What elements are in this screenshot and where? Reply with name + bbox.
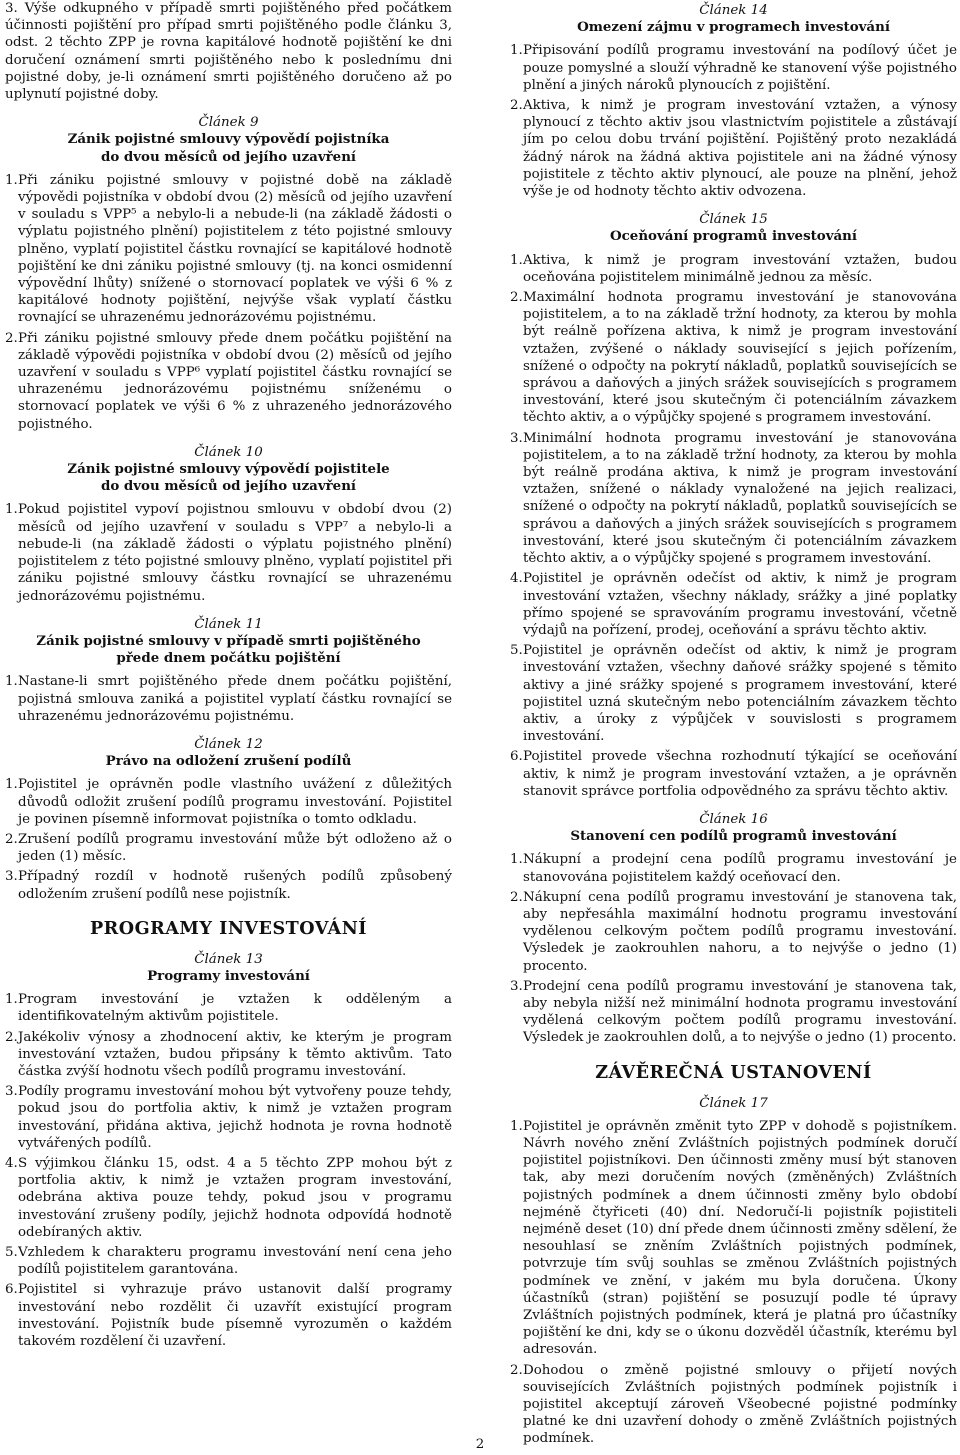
- article-title-line: do dvou měsíců od jejího uzavření: [100, 148, 357, 165]
- right-column: [510, 0, 957, 1451]
- paragraph-number: 5.: [5, 1245, 18, 1260]
- paragraph-text: Nastane-li smrt pojištěného přede dnem počátku pojištění, pojistná smlouva zaniká a pojistitel vyplatí částku rovnající se uhrazenému jednorázovému pojistnému.: [18, 674, 452, 724]
- paragraph-text: Minimální hodnota programu investování je stanovována pojistitelem, a to na základě tržní hodnoty, za kterou by mohla být reálně prodána aktiva, k nimž je program investování vztažen, snížené o náklady vynaložené na jejich realizaci, snížené o odpočty na pokrytí nákladů, poplatků souvisejících se správou a daňových a jiných srážek souvisejících s programem investování, které jsou skutečným či potenciálním závazkem těchto aktiv, a o výpůjčky spojené s programem investování.: [523, 430, 957, 567]
- article-title-line: Oceňování programů investování: [609, 228, 857, 245]
- paragraph: [5, 868, 452, 902]
- paragraph-number: 2.: [510, 889, 523, 905]
- paragraph-number: 2.: [5, 1029, 18, 1045]
- paragraph: [510, 1362, 957, 1448]
- paragraph-text: Zrušení podílů programu investování může být odloženo až o jeden (1) měsíc.: [18, 831, 452, 865]
- paragraph-text: Pojistitel si vyhrazuje právo ustanovit další programy investování nebo rozdělit či uzavřít existující program investování. Pojistník bude písemně vyrozuměn o každém takovém rozdělení či uzavření.: [18, 1282, 452, 1350]
- paragraph-number: 4.: [5, 1155, 18, 1171]
- paragraph-list: [510, 851, 957, 1046]
- article-title-line: do dvou měsíců od jejího uzavření: [100, 478, 357, 495]
- paragraph: [510, 430, 957, 568]
- article-number: Článek 12: [194, 736, 263, 752]
- paragraph-number: 1.: [510, 1118, 523, 1134]
- paragraph: [5, 1281, 452, 1350]
- paragraph-number: 2.: [510, 98, 523, 114]
- article-number: Článek 15: [699, 212, 768, 228]
- paragraph-text: Pokud pojistitel vypoví pojistnou smlouvu v období dvou (2) měsíců od jejího uzavření v souladu s VPP⁷ a nebylo-li a nebude-li (na základě žádosti o výplatu pojistného plnění) pojistitelem z této pojistné smlouvy plněno, vyplatí pojistitel při zániku pojistné smlouvy částku rovnající se uhrazenému jednorázovému pojistnému.: [18, 502, 452, 604]
- article-number: Článek 14: [699, 3, 768, 18]
- paragraph: [5, 673, 452, 725]
- paragraph: [510, 42, 957, 94]
- article-heading: [5, 616, 452, 668]
- paragraph: [5, 330, 452, 433]
- article-title-line: Omezení zájmu v programech investování: [577, 19, 890, 36]
- paragraph: [510, 889, 957, 975]
- lead-paragraph: 3. Výše odkupného v případě smrti pojištěného před počátkem účinnosti pojištění pro případ smrti pojištěného podle článku 3, odst. 2 těchto ZPP je rovna kapitálové hodnotě pojištění ke dni doručení oznámení smrti pojištěného nebo k poslednímu dni pojistné doby, je-li oznámení smrti pojištěného doručeno až po uplynutí pojistné doby.: [5, 1, 452, 103]
- paragraph: [510, 289, 957, 427]
- paragraph: [5, 501, 452, 604]
- paragraph-number: 1.: [5, 674, 18, 690]
- article-heading: [510, 211, 957, 245]
- article-heading: [5, 114, 452, 166]
- article-title-line: Zánik pojistné smlouvy v případě smrti pojištěného: [36, 632, 421, 649]
- left-column: [5, 0, 452, 1353]
- paragraph-number: 2.: [510, 1362, 523, 1378]
- article-heading: [510, 1095, 957, 1112]
- article-heading: [510, 2, 957, 36]
- article-heading: [5, 736, 452, 770]
- section-heading: ZÁVĚREČNÁ USTANOVENÍ: [595, 1061, 872, 1083]
- paragraph: [510, 851, 957, 885]
- paragraph-number: 1.: [5, 777, 18, 793]
- paragraph-number: 3.: [5, 1084, 18, 1100]
- article-title-line: Programy investování: [147, 967, 310, 984]
- paragraph: [5, 991, 452, 1025]
- article-title-line: Zánik pojistné smlouvy výpovědí pojistníka: [67, 131, 390, 148]
- paragraph-list: [5, 673, 452, 725]
- paragraph: [510, 97, 957, 200]
- paragraph-number: 1.: [510, 252, 523, 268]
- paragraph-number: 3.: [510, 430, 523, 446]
- article-title-line: přede dnem počátku pojištění: [116, 650, 341, 667]
- paragraph-text: Jakékoliv výnosy a zhodnocení aktiv, ke kterým je program investování vztažen, budou připsány k těmto aktivům. Tato částka zvýší hodnotu všech podílů programu investování.: [18, 1029, 452, 1079]
- article-heading: [5, 951, 452, 985]
- paragraph: [5, 831, 452, 865]
- paragraph-text: Dohodou o změně pojistné smlouvy o přijetí nových souvisejících Zvláštních pojistných podmínek pojistník i pojistitel akceptují zároveň Všeobecné pojistné podmínky platné ke dni uzavření dohody o změně Zvláštních pojistných podmínek.: [523, 1362, 957, 1447]
- paragraph-text: Nákupní cena podílů programu investování je stanovena tak, aby nepřesáhla maximální hodnotu programu investování vydělenou celkovým počtem podílů programu investování. Výsledek je zaokrouhlen nahoru, a to nejvýše o jedno (1) procento.: [523, 889, 957, 974]
- paragraph-text: Nákupní a prodejní cena podílů programu investování je stanovována pojistitelem každý oceňovací den.: [523, 852, 957, 885]
- paragraph-text: Maximální hodnota programu investování je stanovována pojistitelem, a to na základě tržní hodnoty, za kterou by mohla být reálně pořízena aktiva, k nimž je program investování vztažen, zvýšené o náklady související s jejich pořízením, snížené o odpočty na pokrytí nákladů, poplatků souvisejících se správou a daňových a jiných srážek souvisejících s programem investování, které jsou skutečným či potenciálním závazkem těchto aktiv, a o výpůjčky spojené s programem investování.: [523, 290, 957, 426]
- article-number: Článek 17: [699, 1095, 768, 1111]
- paragraph: [510, 748, 957, 800]
- paragraph-text: Aktiva, k nimž je program investování vztažen, budou oceňována pojistitelem minimálně jednou za měsíc.: [523, 252, 957, 285]
- paragraph-number: 1.: [5, 502, 18, 518]
- paragraph-number: 2.: [5, 330, 18, 346]
- article-heading: [5, 444, 452, 496]
- left-blocks: [5, 114, 452, 1350]
- paragraph-list: [510, 42, 957, 200]
- page-number: 2: [475, 1437, 485, 1452]
- article-title-line: Zánik pojistné smlouvy výpovědí pojistitele: [67, 461, 390, 478]
- paragraph-text: Prodejní cena podílů programu investování je stanovena tak, aby nebyla nižší než minimální hodnota programu investování vydělená celkovým počtem podílů programu investování. Výsledek je zaokrouhlen dolů, a to nejvýše o jedno (1) procento.: [523, 978, 957, 1046]
- paragraph: [5, 1244, 452, 1278]
- paragraph-number: 1.: [5, 992, 18, 1008]
- paragraph-text: Při zániku pojistné smlouvy přede dnem počátku pojištění na základě výpovědi pojistníka v období dvou (2) měsíců od jejího uzavření v souladu s VPP⁶ vyplatí pojistitel částku rovnající se uhrazenému jednorázovému pojistnému sníženému o stornovací poplatek ve výši 6 % z uhrazeného jednorázového pojistného.: [18, 330, 452, 432]
- paragraph-number: 4.: [510, 571, 523, 587]
- paragraph-list: [5, 501, 452, 604]
- article-number: Článek 10: [194, 444, 263, 460]
- paragraph: [5, 172, 452, 327]
- paragraph-text: Pojistitel provede všechna rozhodnutí týkající se oceňování aktiv, k nimž je program investování vztažen, a je oprávněn stanovit správce portfolia odpovědného za správu těchto aktiv.: [523, 749, 957, 799]
- paragraph-list: [5, 776, 452, 902]
- paragraph-number: 2.: [510, 290, 523, 306]
- paragraph-text: Pojistitel je oprávněn změnit tyto ZPP v dohodě s pojistníkem. Návrh nového znění Zvláštních pojistných podmínek doručí pojistitel pojistníkovi. Den účinnosti změny musí být stanoven tak, aby mezi doručením nových (změněných) Zvláštních pojistných podmínek a dnem účinnosti změny bylo období nejméně čtyřiceti (40) dní. Nedoručí-li pojistník pojistiteli nejméně deset (10) dní přede dnem účinnosti změny sdělení, že nesouhlasí se zněním Zvláštních pojistných podmínek, potvrzuje tím svůj souhlas se změnou Zvláštních pojistných podmínek ve znění, v jakém mu byla doručena. Úkony účastníků (stran) pojištění se posuzují podle té úpravy Zvláštních pojistných podmínek, která je platná pro účastníky pojištění ke dni, kdy se o úkonu dozvěděl účastník, kterému byl adresován.: [523, 1118, 957, 1358]
- paragraph-text: Podíly programu investování mohou být vytvořeny pouze tehdy, pokud jsou do portfolia aktiv, k nimž je vztažen program investování, přidána aktiva, jejichž hodnota je rovna hodnotě vytvářených podílů.: [18, 1084, 452, 1151]
- paragraph-text: Připisování podílů programu investování na podílový účet je pouze pomyslné a slouží výhradně ke stanovení výše pojistného plnění a jiných nároků plynoucích z pojištění.: [523, 43, 957, 93]
- paragraph-number: 3.: [510, 978, 523, 994]
- paragraph: [5, 1083, 452, 1152]
- article-number: Článek 9: [198, 115, 259, 131]
- paragraph: [510, 1118, 957, 1359]
- article-number: Článek 11: [194, 616, 263, 632]
- article-number: Článek 16: [699, 811, 768, 827]
- paragraph: [5, 1155, 452, 1241]
- paragraph-number: 3.: [5, 869, 18, 885]
- article-heading: [510, 811, 957, 845]
- paragraph-number: 6.: [510, 749, 523, 765]
- paragraph-list: [510, 1118, 957, 1448]
- article-title-line: Stanovení cen podílů programů investování: [570, 828, 897, 845]
- paragraph: [510, 252, 957, 286]
- paragraph-number: 1.: [510, 43, 523, 59]
- article-number: Článek 13: [194, 951, 263, 967]
- article-title-line: Právo na odložení zrušení podílů: [105, 753, 352, 770]
- paragraph-text: Vzhledem k charakteru programu investování není cena jeho podílů pojistitelem garantována.: [18, 1245, 452, 1278]
- paragraph: [5, 776, 452, 828]
- paragraph-text: Pojistitel je oprávněn podle vlastního uvážení z důležitých důvodů odložit zrušení podílů programu investování. Pojistitel je povinen písemně informovat pojistníka o tomto odkladu.: [18, 777, 452, 827]
- section-heading: PROGRAMY INVESTOVÁNÍ: [89, 917, 368, 939]
- paragraph-text: Aktiva, k nimž je program investování vztažen, a výnosy plynoucí z těchto aktiv jsou vlastnictvím pojistitele a zůstávají jím po celou dobu trvání pojištění. Pojištěný proto nezakládá žádný nárok na žádná aktiva pojistitele ani na žádné výnosy pojistitele z těchto aktiv plynoucí, ale pouze na plnění, jehož výše je od hodnoty těchto aktiv odvozena.: [523, 98, 957, 200]
- paragraph-list: [5, 172, 452, 433]
- paragraph: [510, 642, 957, 745]
- paragraph-number: 1.: [510, 852, 523, 868]
- paragraph-number: 1.: [5, 172, 18, 188]
- paragraph-number: 6.: [5, 1282, 18, 1298]
- paragraph: [510, 570, 957, 639]
- paragraph-text: Pojistitel je oprávněn odečíst od aktiv, k nimž je program investování vztažen, všechny náklady, srážky a jiné poplatky přímo spojené se spravováním programu investování, včetně výdajů na pořízení, prodej, oceňování a správu těchto aktiv.: [523, 571, 957, 638]
- paragraph-text: Pojistitel je oprávněn odečíst od aktiv, k nimž je program investování vztažen, všechny daňové srážky spojené s těmito aktivy a jiné srážky spojené s programem investování, které pojistitel uzná skutečným nebo potenciálním závazkem těchto aktiv, a úroky z výpůjček v souvislosti s programem investování.: [523, 643, 957, 745]
- paragraph-text: Program investování je vztažen k odděleným a identifikovatelným aktivům pojistitele.: [18, 992, 452, 1025]
- paragraph: [5, 1029, 452, 1081]
- paragraph: [510, 978, 957, 1047]
- paragraph-list: [5, 991, 452, 1350]
- paragraph-number: 2.: [5, 831, 18, 847]
- paragraph-list: [510, 252, 957, 800]
- paragraph-text: S výjimkou článku 15, odst. 4 a 5 těchto ZPP mohou být z portfolia aktiv, k nimž je vztažen program investování, odebrána aktiva pouze tehdy, pokud jsou v programu investování zrušeny podíly, jejichž hodnota odpovídá hodnotě odebíraných aktiv.: [18, 1155, 452, 1240]
- paragraph-text: Při zániku pojistné smlouvy v pojistné době na základě výpovědi pojistníka v období dvou (2) měsíců od jejího uzavření v souladu s VPP⁵ a nebylo-li a nebude-li (na základě žádosti o výplatu pojistného plnění) pojistitelem z této pojistné smlouvy plněno, vyplatí pojistitel částku rovnající se kapitálové hodnotě pojištění ke dni zániku pojistné smlouvy (tj. na konci osmidenní výpovědní lhůty) snížené o stornovací poplatek ve výši 6 % z kapitálové hodnoty pojištění, nejvýše však vyplatí částku rovnající se uhrazenému jednorázovému pojistnému.: [18, 172, 452, 326]
- paragraph-number: 5.: [510, 643, 523, 659]
- paragraph-text: Případný rozdíl v hodnotě rušených podílů způsobený odložením zrušení podílů nese pojistník.: [18, 869, 452, 902]
